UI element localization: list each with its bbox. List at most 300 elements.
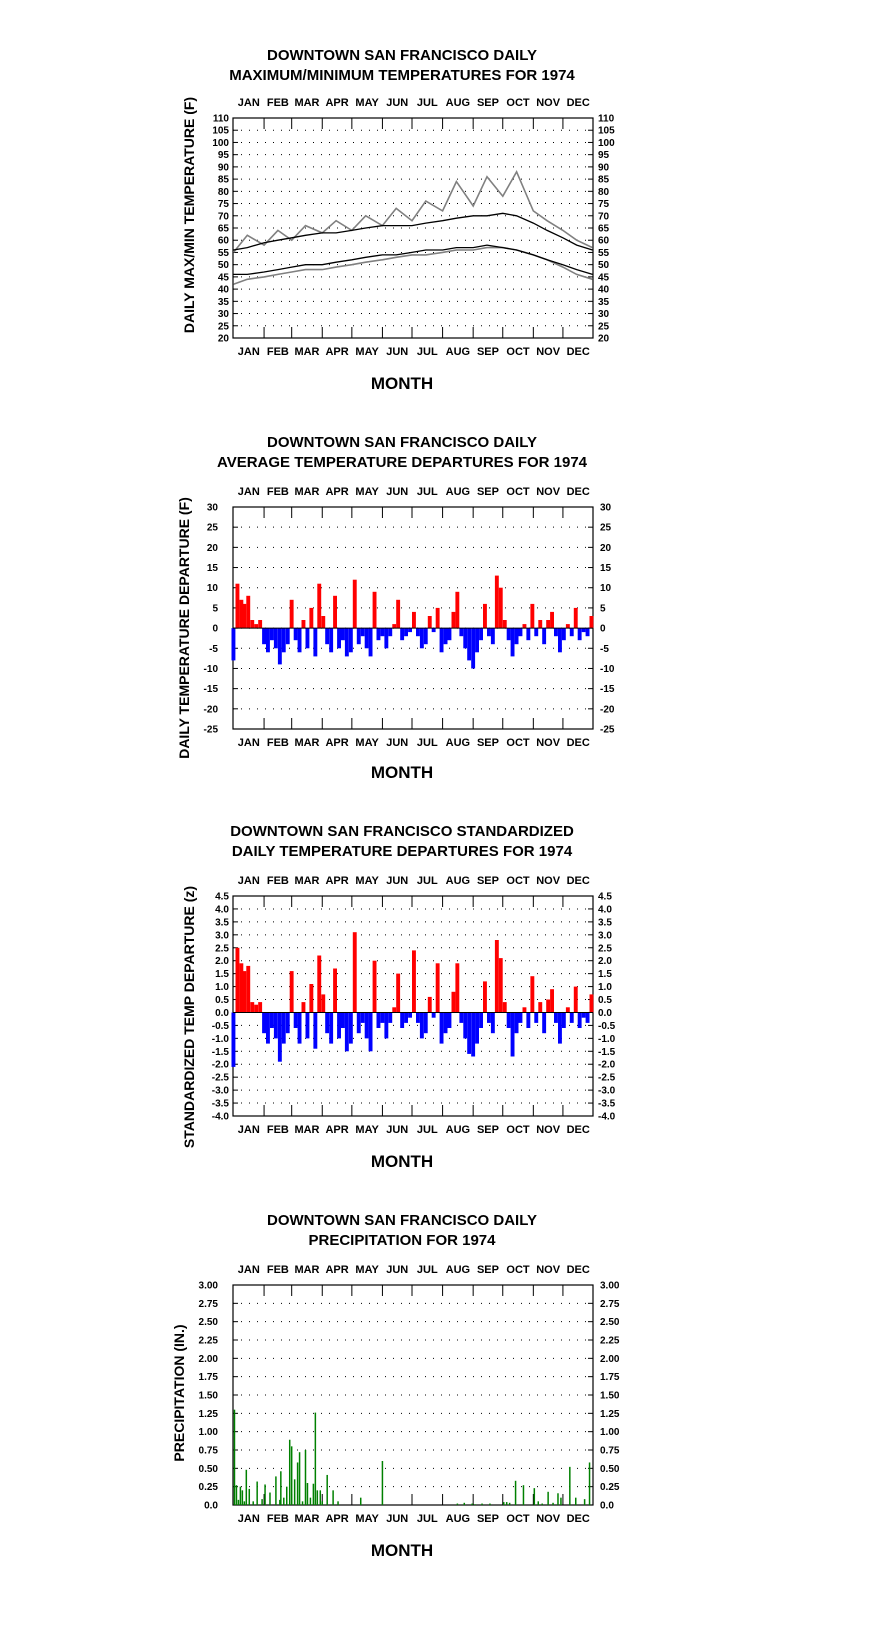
month-label-bottom: FEB <box>266 346 289 358</box>
departure-bar-negative <box>459 1013 463 1023</box>
departure-bar-positive <box>236 584 240 628</box>
departure-bar-positive <box>373 961 377 1013</box>
month-label-bottom: NOV <box>536 737 561 749</box>
month-label-bottom: NOV <box>536 1513 561 1525</box>
chart-title-line-2: AVERAGE TEMPERATURE DEPARTURES FOR 1974 <box>216 454 588 471</box>
departure-bar-positive <box>333 969 337 1013</box>
departure-bar-negative <box>313 1013 317 1049</box>
month-label-top: MAR <box>294 875 320 887</box>
month-label-top: FEB <box>266 875 289 887</box>
month-label-top: MAY <box>355 97 379 109</box>
month-label-bottom: JUL <box>416 1124 438 1136</box>
y-tick-label: 55 <box>217 247 229 259</box>
departure-bar-negative <box>270 628 274 640</box>
month-label-top: DEC <box>566 486 590 498</box>
chart-standardized-departures <box>181 823 616 1171</box>
month-label-bottom: SEP <box>476 1513 499 1525</box>
departure-bar-negative <box>325 1013 329 1034</box>
y-tick-label: 0.25 <box>198 1482 218 1494</box>
y-tick-label: 3.00 <box>198 1280 218 1292</box>
month-label-top: MAY <box>355 486 379 498</box>
month-label-bottom: JUN <box>386 346 409 358</box>
y-tick-label-right: 45 <box>598 272 610 284</box>
departure-bar-positive <box>455 592 459 628</box>
month-label-top: NOV <box>536 1264 561 1276</box>
y-tick-label-right: 4.5 <box>598 891 612 903</box>
month-label-top: JUN <box>386 97 409 109</box>
departure-bar-negative <box>384 628 388 648</box>
y-tick-label-right: 1.5 <box>598 969 612 981</box>
y-tick-label-right: 30 <box>598 309 610 321</box>
departure-bar-negative <box>487 628 491 636</box>
month-label-top: APR <box>325 1264 349 1276</box>
y-tick-label-right: 0.0 <box>598 1007 612 1019</box>
departure-bar-positive <box>436 608 440 628</box>
month-label-bottom: JAN <box>237 1513 260 1525</box>
departure-bar-negative <box>337 628 341 648</box>
y-tick-label-right: 0.50 <box>600 1463 620 1475</box>
y-tick-label-right: 2.0 <box>598 956 612 968</box>
departure-bar-positive <box>495 940 499 1013</box>
y-tick-label-right: 75 <box>598 199 610 211</box>
departure-bar-positive <box>436 963 440 1012</box>
departure-bar-negative <box>341 1013 345 1029</box>
month-label-bottom: MAR <box>294 1513 320 1525</box>
plot-content <box>204 486 615 749</box>
month-label-top: AUG <box>445 486 471 498</box>
departure-bar-positive <box>396 600 400 628</box>
y-tick-label: 0.50 <box>198 1463 218 1475</box>
chart-temperatures <box>181 47 615 393</box>
month-label-bottom: MAR <box>294 1124 320 1136</box>
departure-bar-positive <box>302 1002 306 1012</box>
departure-bar-negative <box>384 1013 388 1039</box>
y-tick-label: 2.75 <box>198 1298 218 1310</box>
y-tick-label-right: 65 <box>598 223 610 235</box>
y-axis-label: DAILY MAX/MIN TEMPERATURE (F) <box>181 96 197 334</box>
departure-bar-negative <box>274 1013 278 1039</box>
y-axis-label: DAILY TEMPERATURE DEPARTURE (F) <box>176 497 192 759</box>
departure-bar-positive <box>246 596 250 628</box>
month-label-top: OCT <box>506 875 530 887</box>
y-tick-label: 110 <box>212 113 229 125</box>
departure-bar-negative <box>511 1013 515 1057</box>
departure-bar-positive <box>333 596 337 628</box>
month-label-bottom: SEP <box>476 346 499 358</box>
y-tick-label: -15 <box>203 684 218 696</box>
departure-bar-positive <box>538 620 542 628</box>
month-label-top: OCT <box>506 486 530 498</box>
y-tick-label-right: 4.0 <box>598 904 612 916</box>
y-tick-label-right: 2.25 <box>600 1335 620 1347</box>
departure-bar-negative <box>298 628 302 652</box>
month-label-top: SEP <box>476 1264 499 1276</box>
y-tick-label: 3.5 <box>215 917 229 929</box>
departure-bar-positive <box>254 1005 258 1013</box>
departure-bar-negative <box>416 1013 420 1023</box>
month-label-top: DEC <box>566 1264 590 1276</box>
y-tick-label: 2.5 <box>215 943 229 955</box>
y-tick-label: 1.75 <box>198 1372 218 1384</box>
y-tick-label: 85 <box>217 174 229 186</box>
chart-title-line-1: DOWNTOWN SAN FRANCISCO DAILY <box>267 434 537 451</box>
y-tick-label-right: 10 <box>600 583 612 595</box>
departure-bar-positive <box>317 584 321 628</box>
departure-bar-positive <box>538 1002 542 1012</box>
y-tick-label-right: 35 <box>598 296 610 308</box>
month-label-top: NOV <box>536 97 561 109</box>
y-tick-label: 60 <box>217 235 229 247</box>
y-tick-label-right: 100 <box>598 137 615 149</box>
departure-bar-negative <box>475 1013 479 1044</box>
y-tick-label: 3.0 <box>215 930 229 942</box>
y-tick-label-right: 1.75 <box>600 1372 620 1384</box>
y-tick-label-right: 1.50 <box>600 1390 620 1402</box>
departure-bar-negative <box>471 1013 475 1057</box>
departure-bar-negative <box>420 1013 424 1039</box>
month-label-bottom: FEB <box>266 1124 289 1136</box>
departure-bar-positive <box>302 620 306 628</box>
chart-title-line-1: DOWNTOWN SAN FRANCISCO DAILY <box>267 1212 537 1229</box>
departure-bar-positive <box>353 580 357 628</box>
chart-average-departures <box>176 434 615 782</box>
departure-bar-negative <box>361 1013 365 1023</box>
y-tick-label: 4.0 <box>215 904 229 916</box>
departure-bar-positive <box>392 624 396 628</box>
month-label-top: AUG <box>445 97 471 109</box>
month-label-bottom: OCT <box>506 346 530 358</box>
month-label-bottom: NOV <box>536 346 561 358</box>
departure-bar-negative <box>365 628 369 648</box>
y-tick-label-right: -15 <box>600 684 615 696</box>
y-tick-label: 20 <box>206 542 218 554</box>
departure-bar-negative <box>408 1013 412 1018</box>
month-label-bottom: JUL <box>416 346 438 358</box>
departure-bar-positive <box>523 624 527 628</box>
y-tick-label: 100 <box>212 137 229 149</box>
y-tick-label: 0 <box>212 623 218 635</box>
month-label-top: APR <box>325 97 349 109</box>
month-label-top: JAN <box>237 486 260 498</box>
departure-bar-positive <box>317 956 321 1013</box>
month-label-bottom: APR <box>325 1124 349 1136</box>
y-tick-label: 95 <box>217 150 229 162</box>
plot-content <box>212 875 616 1136</box>
y-tick-label-right: -5 <box>600 643 609 655</box>
departure-bar-negative <box>507 628 511 640</box>
departure-bar-positive <box>412 612 416 628</box>
departure-bar-positive <box>483 604 487 628</box>
y-tick-label: 2.00 <box>198 1353 218 1365</box>
month-label-bottom: MAY <box>355 1513 379 1525</box>
month-label-bottom: AUG <box>445 1124 471 1136</box>
departure-bar-negative <box>329 628 333 652</box>
departure-bar-negative <box>558 628 562 652</box>
month-label-top: FEB <box>266 486 289 498</box>
departure-bar-positive <box>396 974 400 1013</box>
y-tick-label: 75 <box>217 199 229 211</box>
month-label-bottom: MAY <box>355 1124 379 1136</box>
month-label-top: AUG <box>445 1264 471 1276</box>
departure-bar-positive <box>309 608 313 628</box>
y-tick-label-right: 30 <box>600 502 612 514</box>
departure-bar-negative <box>337 1013 341 1039</box>
departure-bar-positive <box>574 608 578 628</box>
departure-bar-negative <box>294 628 298 640</box>
month-label-bottom: JAN <box>237 1124 260 1136</box>
y-tick-label-right: -20 <box>600 704 615 716</box>
departure-bar-negative <box>286 1013 290 1034</box>
month-label-top: JAN <box>237 875 260 887</box>
departure-bar-negative <box>282 628 286 652</box>
y-tick-label-right: 1.00 <box>600 1427 620 1439</box>
month-label-bottom: JUL <box>416 737 438 749</box>
month-label-bottom: DEC <box>566 346 590 358</box>
y-tick-label-right: -25 <box>600 724 615 736</box>
y-tick-label-right: 20 <box>598 333 610 345</box>
departure-bar-positive <box>566 1007 570 1012</box>
month-label-top: MAR <box>294 486 320 498</box>
month-label-bottom: MAR <box>294 737 320 749</box>
departure-bar-negative <box>487 1013 491 1023</box>
month-label-bottom: APR <box>325 346 349 358</box>
y-tick-label: 4.5 <box>215 891 229 903</box>
departure-bar-positive <box>590 616 594 628</box>
month-label-top: APR <box>325 875 349 887</box>
y-tick-label: 30 <box>206 502 218 514</box>
month-label-bottom: AUG <box>445 346 471 358</box>
y-tick-label: -5 <box>209 643 218 655</box>
departure-bar-negative <box>377 1013 381 1029</box>
month-label-bottom: SEP <box>476 1124 499 1136</box>
departure-bar-negative <box>306 1013 310 1039</box>
departure-bar-negative <box>475 628 479 652</box>
departure-bar-positive <box>412 950 416 1012</box>
daily-min-line <box>234 248 593 285</box>
y-tick-label-right: 3.00 <box>600 1280 620 1292</box>
month-label-bottom: JUN <box>386 1124 409 1136</box>
departure-bar-negative <box>232 1013 236 1067</box>
y-tick-label-right: 1.0 <box>598 982 612 994</box>
departure-bar-negative <box>562 1013 566 1029</box>
departure-bar-negative <box>377 628 381 640</box>
month-label-bottom: DEC <box>566 1124 590 1136</box>
y-tick-label: 65 <box>217 223 229 235</box>
plot-content <box>212 97 615 358</box>
departure-bar-negative <box>515 1013 519 1034</box>
y-tick-label: -25 <box>203 724 218 736</box>
departure-bar-negative <box>262 1013 266 1034</box>
month-label-bottom: JUN <box>386 737 409 749</box>
y-tick-label-right: 20 <box>600 542 612 554</box>
departure-bar-negative <box>542 628 546 644</box>
departure-bar-negative <box>586 628 590 636</box>
month-label-bottom: APR <box>325 1513 349 1525</box>
departure-bar-positive <box>242 604 246 628</box>
chart-precipitation <box>171 1212 620 1560</box>
departure-bar-positive <box>321 994 325 1012</box>
departure-bar-negative <box>448 628 452 640</box>
departure-bar-negative <box>558 1013 562 1044</box>
month-label-top: AUG <box>445 875 471 887</box>
departure-bar-positive <box>530 604 534 628</box>
departure-bar-negative <box>313 628 317 656</box>
y-tick-label: 20 <box>217 333 229 345</box>
y-tick-label: 50 <box>217 260 229 272</box>
month-label-top: FEB <box>266 1264 289 1276</box>
departure-bar-positive <box>373 592 377 628</box>
y-tick-label: -20 <box>203 704 218 716</box>
departure-bar-negative <box>542 1013 546 1034</box>
y-tick-label-right: -1.0 <box>598 1033 616 1045</box>
departure-bar-negative <box>381 628 385 636</box>
y-tick-label-right: 0.0 <box>600 1500 614 1512</box>
departure-bar-negative <box>467 628 471 660</box>
y-tick-label: 1.5 <box>215 969 229 981</box>
month-label-top: SEP <box>476 875 499 887</box>
y-tick-label-right: -0.5 <box>598 1020 616 1032</box>
y-tick-label: -1.5 <box>211 1046 229 1058</box>
departure-bar-negative <box>507 1013 511 1029</box>
departure-bar-positive <box>499 958 503 1012</box>
departure-bar-negative <box>534 1013 538 1023</box>
departure-bar-negative <box>440 628 444 652</box>
month-label-top: JUL <box>416 875 438 887</box>
y-tick-label-right: -2.5 <box>598 1072 616 1084</box>
y-tick-label-right: 80 <box>598 186 610 198</box>
departure-bar-negative <box>306 628 310 648</box>
y-tick-label-right: 2.5 <box>598 943 612 955</box>
month-label-top: MAR <box>294 97 320 109</box>
month-label-bottom: DEC <box>566 737 590 749</box>
departure-bar-negative <box>582 1013 586 1018</box>
departure-bar-negative <box>582 628 586 632</box>
y-tick-label-right: 3.0 <box>598 930 612 942</box>
departure-bar-negative <box>534 628 538 636</box>
month-label-top: NOV <box>536 486 561 498</box>
departure-bar-negative <box>432 1013 436 1018</box>
y-tick-label-right: -3.0 <box>598 1085 616 1097</box>
departure-bar-negative <box>357 1013 361 1034</box>
y-tick-label: 1.00 <box>198 1427 218 1439</box>
month-label-bottom: OCT <box>506 1513 530 1525</box>
chart-title-line-2: PRECIPITATION FOR 1974 <box>308 1232 496 1249</box>
month-label-bottom: MAY <box>355 346 379 358</box>
month-label-top: MAY <box>355 875 379 887</box>
departure-bar-positive <box>428 616 432 628</box>
plot-frame <box>233 1285 593 1505</box>
y-tick-label: 5 <box>212 603 218 615</box>
departure-bar-negative <box>298 1013 302 1044</box>
y-tick-label-right: 95 <box>598 150 610 162</box>
departure-bar-negative <box>274 628 278 648</box>
departure-bar-negative <box>444 628 448 644</box>
y-axis-label: PRECIPITATION (IN.) <box>171 1324 187 1462</box>
departure-bar-negative <box>424 628 428 644</box>
departure-bar-negative <box>345 1013 349 1052</box>
departure-bar-negative <box>526 628 530 640</box>
departure-bar-positive <box>290 971 294 1012</box>
x-axis-label: MONTH <box>370 763 434 782</box>
month-label-top: SEP <box>476 486 499 498</box>
departure-bar-negative <box>388 1013 392 1023</box>
y-tick-label: -3.0 <box>211 1085 229 1097</box>
departure-bar-positive <box>242 971 246 1012</box>
y-tick-label-right: 25 <box>600 522 612 534</box>
y-tick-label: -2.5 <box>211 1072 229 1084</box>
month-label-top: DEC <box>566 97 590 109</box>
month-label-top: JUN <box>386 486 409 498</box>
y-tick-label: 0.0 <box>215 1007 229 1019</box>
y-tick-label: 2.0 <box>215 956 229 968</box>
departure-bar-positive <box>574 987 578 1013</box>
departure-bar-negative <box>554 1013 558 1023</box>
departure-bar-positive <box>452 612 456 628</box>
departure-bar-negative <box>420 628 424 648</box>
departure-bar-negative <box>266 1013 270 1044</box>
departure-bar-negative <box>325 628 329 644</box>
y-tick-label: 30 <box>217 309 229 321</box>
departure-bar-negative <box>286 628 290 644</box>
departure-bar-positive <box>392 1007 396 1012</box>
y-axis-label: STANDARDIZED TEMP DEPARTURE (z) <box>181 885 197 1149</box>
departure-bar-negative <box>345 628 349 656</box>
departure-bar-positive <box>566 624 570 628</box>
month-label-bottom: JAN <box>237 346 260 358</box>
y-tick-label-right: 2.75 <box>600 1298 620 1310</box>
departure-bar-negative <box>381 1013 385 1023</box>
month-label-top: MAY <box>355 1264 379 1276</box>
y-tick-label-right: 15 <box>600 563 612 575</box>
y-tick-label-right: 50 <box>598 260 610 272</box>
departure-bar-positive <box>246 966 250 1013</box>
departure-bar-negative <box>570 628 574 636</box>
departure-bar-negative <box>471 628 475 668</box>
departure-bar-negative <box>262 628 266 644</box>
x-axis-label: MONTH <box>370 1541 434 1560</box>
departure-bar-positive <box>455 963 459 1012</box>
departure-bar-negative <box>479 1013 483 1029</box>
y-tick-label-right: 85 <box>598 174 610 186</box>
y-tick-label: -3.5 <box>211 1098 229 1110</box>
departure-bar-negative <box>270 1013 274 1029</box>
y-tick-label: 40 <box>217 284 229 296</box>
month-label-bottom: AUG <box>445 1513 471 1525</box>
month-label-top: OCT <box>506 1264 530 1276</box>
departure-bar-negative <box>578 1013 582 1029</box>
departure-bar-positive <box>353 932 357 1012</box>
chart-title-line-1: DOWNTOWN SAN FRANCISCO DAILY <box>267 47 537 64</box>
departure-bar-negative <box>479 628 483 640</box>
departure-bar-negative <box>294 1013 298 1029</box>
departure-bar-negative <box>400 1013 404 1029</box>
departure-bar-positive <box>428 997 432 1013</box>
departure-bar-positive <box>452 992 456 1013</box>
departure-bar-positive <box>258 620 262 628</box>
month-label-top: JUL <box>416 486 438 498</box>
departure-bar-positive <box>550 989 554 1012</box>
y-tick-label: 0.75 <box>198 1445 218 1457</box>
y-tick-label-right: 105 <box>598 125 615 137</box>
y-tick-label: 90 <box>217 162 229 174</box>
departure-bar-positive <box>503 1002 507 1012</box>
departure-bar-negative <box>463 1013 467 1039</box>
y-tick-label: 1.25 <box>198 1408 218 1420</box>
departure-bar-negative <box>511 628 515 656</box>
departure-bar-negative <box>282 1013 286 1044</box>
departure-bar-negative <box>388 628 392 636</box>
y-tick-label-right: 3.5 <box>598 917 612 929</box>
